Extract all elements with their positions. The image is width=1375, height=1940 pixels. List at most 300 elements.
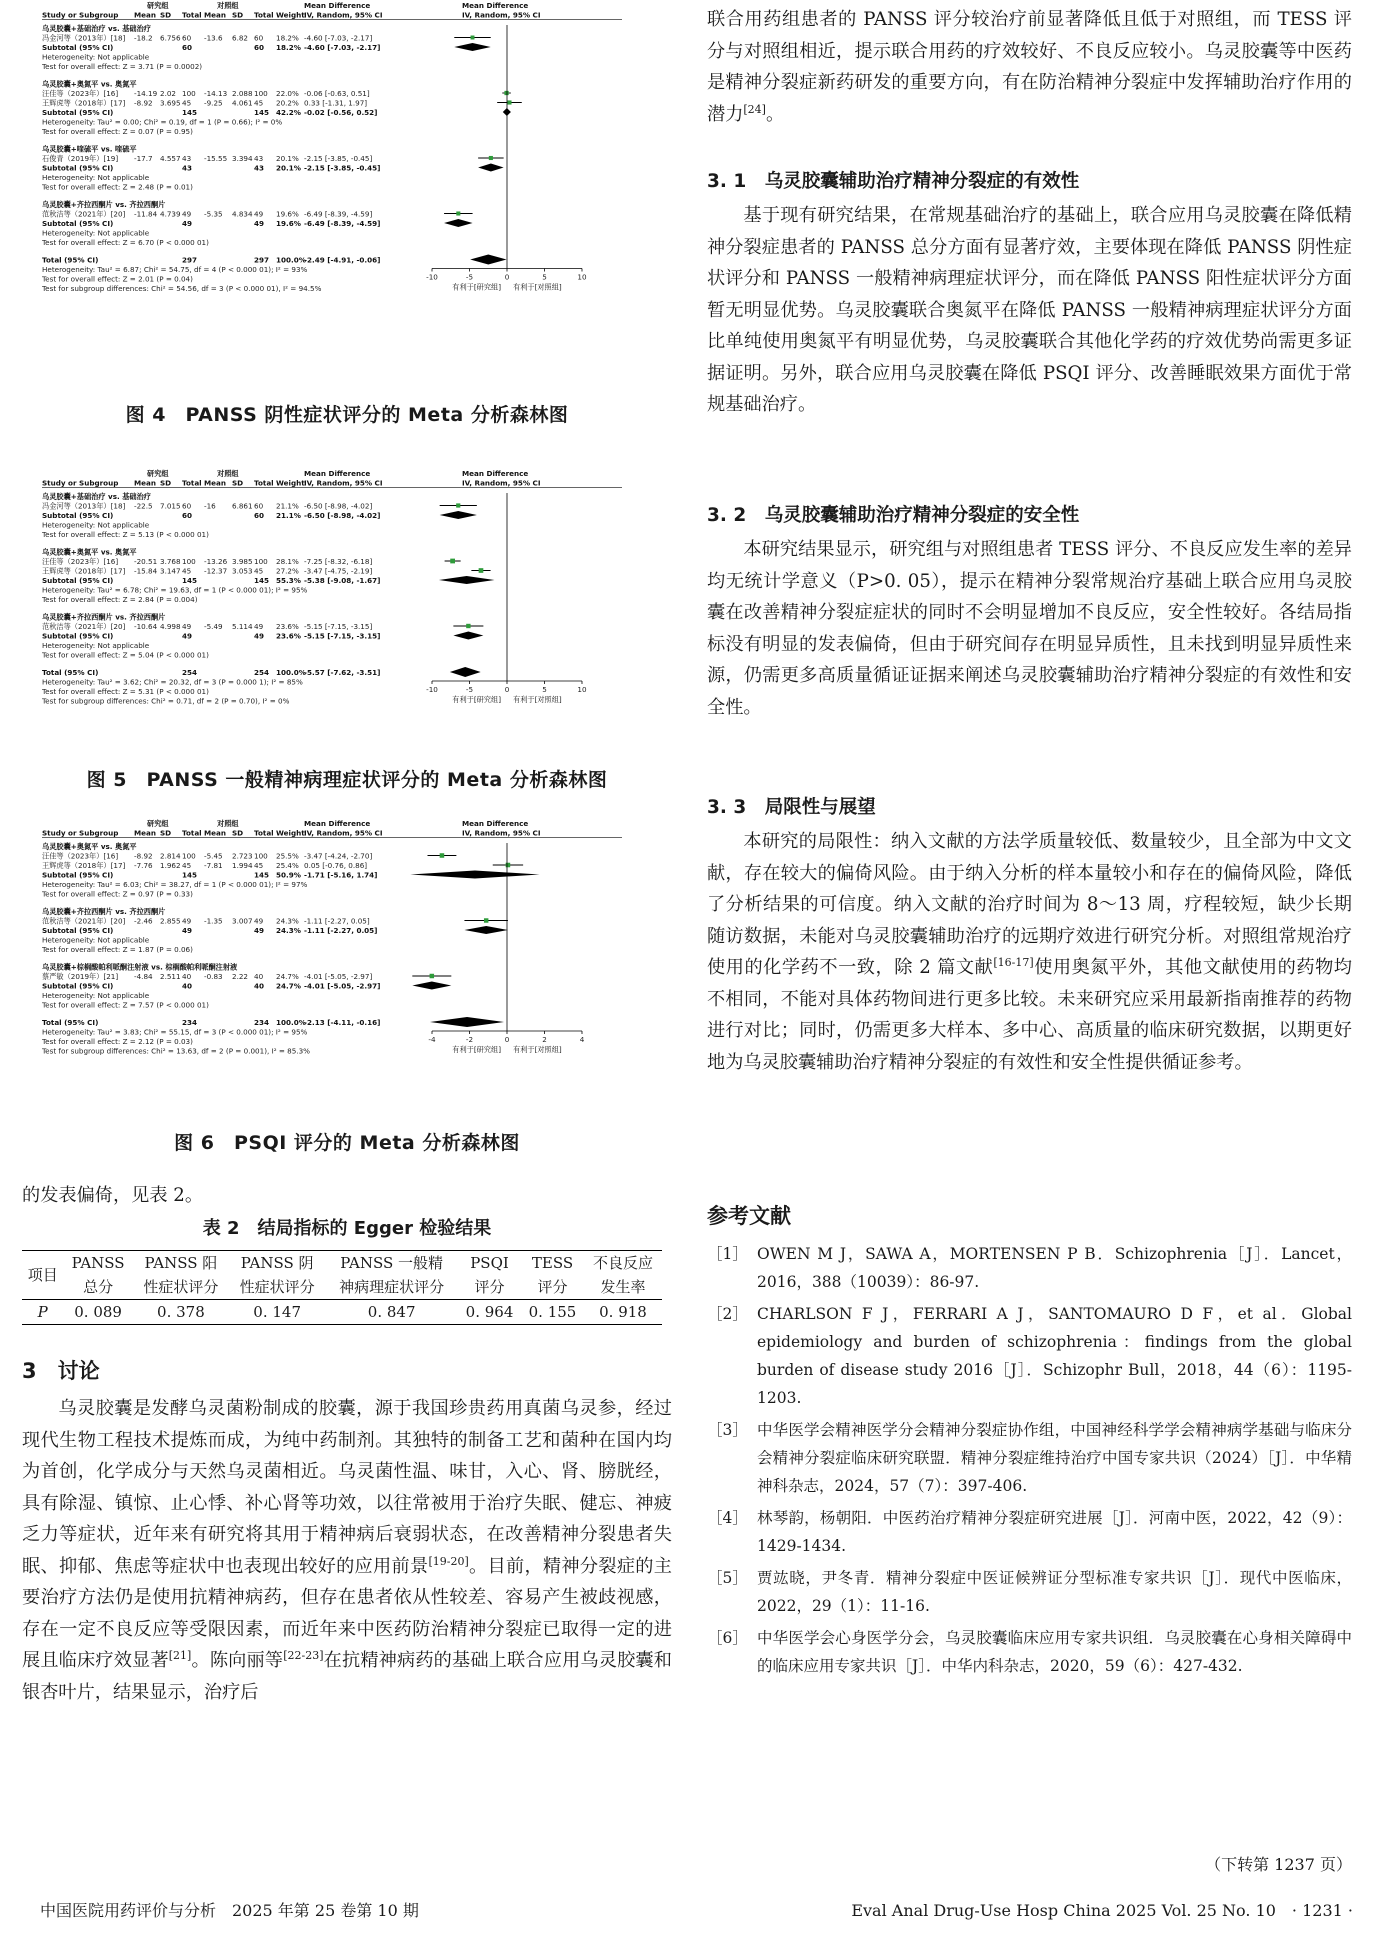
total-cell: Total (95% CI) [42,1018,99,1027]
publication-bias-text: 的发表偏倚，见表 2。 [22,1185,204,1206]
table-cell: -6.50 [-8.98, -4.02] [304,501,373,511]
reference-item [707,1564,1352,1620]
table-cell: 2.723 [232,851,253,861]
table-cell: 范秋洁等（2021年）[20] [42,622,126,631]
table-cell: 49 [254,916,264,926]
subgroup-title: 乌灵胶囊+喹硫平 vs. 喹硫平 [42,144,137,154]
figure-6-caption: 图 6 PSQI 评分的 Meta 分析森林图 [174,1132,520,1154]
table-cell: -3.47 [-4.24, -2.70] [304,851,373,861]
footnote-text: Test for overall effect: Z = 2.01 (P = 0.04) [42,274,193,284]
section-3-2-paragraph: 本研究结果显示，研究组与对照组患者 TESS 评分、不良反应发生率的差异均无统计学意义（P>0. 05），提示在精神分裂常规治疗基础上联合应用乌灵胶囊在改善精神分裂症症状的同时不会明显增加不良反应，安全性较好。各结局指标没有明显的发表偏倚，但由于研究间存在明显异质性，且未找到明显异质性来源，仍需更多高质量循证证据来阐述乌灵胶囊辅助治疗精神分裂症的有效性和安全性。 [707,539,1352,718]
table-cell: 0. 964 [458,1300,521,1325]
column-header: IV, Random, 95% CI [304,478,383,488]
table-cell: 2.511 [160,972,181,981]
subtotal-cell: Subtotal (95% CI) [42,219,114,228]
overall-effect-text: Test for overall effect: Z = 5.13 (P < 0.000 01) [42,530,209,539]
table-cell: 45 [254,566,264,576]
subtotal-cell: -4.60 [-7.03, -2.17] [304,43,381,52]
column-header: IV, Random, 95% CI [304,10,383,20]
table-cell: 冯金河等（2013年）[18] [42,33,126,43]
table-cell: 25.4% [276,861,299,870]
overall-effect-text: Test for overall effect: Z = 1.87 (P = 0.06) [42,945,193,954]
forest-plot-fig4 [42,0,652,378]
heterogeneity-text: Heterogeneity: Not applicable [42,520,150,530]
subgroup-title: 乌灵胶囊+齐拉西酮片 vs. 齐拉西酮片 [42,907,166,916]
footer-right: Eval Anal Drug-Use Hosp China 2025 Vol. 25 No. 10 · 1231 · [851,1901,1353,1920]
subtotal-cell: 19.6% [276,219,301,228]
heterogeneity-text: Heterogeneity: Tau² = 6.03; Chi² = 38.27, df = 1 (P < 0.000 01); I² = 97% [42,880,308,889]
column-header: Study or Subgroup [42,10,119,20]
table-cell: 3.147 [160,566,181,576]
total-cell: 297 [182,255,198,265]
subgroup-title: 乌灵胶囊+奥氮平 vs. 奥氮平 [42,79,137,89]
table-cell: 45 [182,861,192,870]
table-cell: 60 [254,501,264,511]
md-header: Mean Difference [304,469,371,478]
total-cell: 297 [254,255,270,265]
column-header: IV, Random, 95% CI [462,478,541,488]
favours-study: 有利于[研究组] [452,1045,501,1054]
table-cell: 23.6% [276,622,299,631]
table-cell: 汪佳等（2023年）[16] [42,89,119,98]
tick-label: -2 [465,1035,474,1044]
footnote-text: Test for overall effect: Z = 2.12 (P = 0.03) [42,1037,193,1046]
subtotal-cell: 60 [182,511,193,520]
overall-effect-text: Test for overall effect: Z = 2.84 (P = 0.004) [42,595,198,604]
subtotal-cell: 50.9% [276,870,301,880]
reference-item [707,1240,1352,1296]
footer-left: 中国医院用药评价与分析 2025 年第 25 卷第 10 期 [40,1901,419,1920]
heterogeneity-text: Heterogeneity: Tau² = 0.00; Chi² = 0.19, df = 1 (P = 0.66); I² = 0% [42,117,283,127]
table-cell: 20.2% [276,98,299,108]
favours-control: 有利于[对照组] [513,1045,562,1054]
reference-text: 中华医学会心身医学分会，乌灵胶囊临床应用专家共识组．乌灵胶囊在心身相关障碍中的临床应用专家共识［J］．中华内科杂志，2020，59（6）：427-432. [757,1629,1352,1675]
table-cell: 0. 918 [584,1300,662,1325]
subtotal-diamond [440,511,477,519]
column-header: Total [182,10,202,20]
subgroup-title: 乌灵胶囊+齐拉西酮片 vs. 齐拉西酮片 [42,200,166,209]
heterogeneity-text: Heterogeneity: Not applicable [42,991,150,1000]
total-cell: -2.13 [-4.11, -0.16] [304,1018,381,1027]
section-3-3-paragraph: 本研究的局限性：纳入文献的方法学质量较低、数量较少，且全部为中文文献，存在较大的偏倚风险。由于纳入分析的样本量较小和存在的偏倚风险，降低了分析结果的可信度。纳入文献的治疗时间为 8～13 周，疗程较短，缺少长期随访数据，未能对乌灵胶囊辅助治疗的远期疗效进行研究分析。对照组常规治疗使用的化学药不一致，除 2 篇文献[16-17]使用奥氮平外，其他文献使用的药物均不相同，不能对具体药物间进行更多比较。未来研究应采用最新指南推荐的药物进行对比；同时，仍需更多大样本、多中心、高质量的临床研究数据，以期更好地为乌灵胶囊辅助治疗精神分裂症的有效性和安全性提供循证参考。 [707,831,1352,1073]
table-cell: 6.861 [232,501,253,511]
group-label-control: 对照组 [217,1,239,10]
table-cell: 24.7% [276,972,299,981]
group-label-control: 对照组 [217,819,239,828]
table-cell: -10.64 [134,622,158,631]
favours-control: 有利于[对照组] [513,282,562,292]
subtotal-cell: 145 [254,576,270,585]
column-header: Weight [276,828,305,838]
table-cell: -7.81 [204,861,223,870]
table-cell: -11.84 [134,209,158,219]
table-cell: 7.015 [160,501,181,511]
table-cell: -4.84 [134,972,153,981]
overall-effect-text: Test for overall effect: Z = 0.97 (P = 0.33) [42,889,193,899]
group-label-experimental: 研究组 [147,819,169,828]
table-cell: 4.739 [160,209,181,219]
study-point [507,100,511,104]
subtotal-cell: 55.3% [276,576,301,585]
subtotal-diamond [454,43,490,51]
total-cell: Total (95% CI) [42,255,99,265]
table-cell: 3.985 [232,557,253,566]
table-cell: -22.5 [134,501,153,511]
table-cell: 0. 378 [133,1300,229,1325]
subgroup-title: 乌灵胶囊+棕榈酸帕利哌酮注射液 vs. 棕榈酸帕利哌酮注射液 [42,962,238,972]
subtotal-cell: 49 [182,926,193,935]
table-cell: -16 [204,501,216,511]
column-header: Total [182,828,202,838]
tick-label: -10 [426,272,438,282]
table-cell: 王辉虎等（2018年）[17] [42,566,126,576]
subtotal-cell: 60 [254,43,265,52]
citation: [19-20] [428,1554,469,1568]
table-cell: -13.26 [204,557,228,566]
table-header-cell: PANSS 阴 [229,1251,325,1276]
table-header-cell: 性症状评分 [239,1278,315,1296]
table-cell: 3.695 [160,98,181,108]
left-column [22,0,672,1890]
table-cell: -5.45 [204,851,223,861]
subtotal-cell: Subtotal (95% CI) [42,163,114,173]
table-cell: -15.55 [204,154,228,163]
tick-label: 0 [504,685,510,694]
footnote-text: Test for subgroup differences: Chi² = 0.71, df = 2 (P = 0.70), I² = 0% [42,696,290,706]
table-header-cell: PANSS 一般精 [325,1251,458,1276]
table-cell: 2.814 [160,851,181,861]
subtotal-diamond [412,982,451,990]
table-cell: 0. 847 [325,1300,458,1325]
tick-label: 4 [579,1035,585,1044]
total-cell: -2.49 [-4.91, -0.06] [304,255,381,265]
reference-number: ［6］ [707,1629,748,1647]
subtotal-cell: 145 [182,870,198,880]
tick-label: -10 [426,685,438,694]
subtotal-cell: -5.15 [-7.15, -3.15] [304,631,381,641]
subtotal-diamond [478,164,504,172]
subtotal-cell: 40 [182,981,193,991]
table-header-cell: 评分 [474,1278,505,1296]
column-header: Mean [204,10,226,20]
subtotal-diamond [464,926,508,934]
total-cell: 100.0% [276,1018,306,1027]
section-3-heading: 3 讨论 [22,1359,100,1383]
subtotal-cell: -1.11 [-2.27, 0.05] [304,926,378,935]
subtotal-cell: 20.1% [276,163,301,173]
subgroup-title: 乌灵胶囊+基础治疗 vs. 基础治疗 [42,24,151,33]
column-header: SD [232,478,244,488]
column-header: Study or Subgroup [42,478,119,488]
table-cell: -12.37 [204,566,228,576]
tick-label: -4 [428,1035,436,1044]
table-cell: -6.49 [-8.39, -4.59] [304,209,373,219]
table-cell: 3.007 [232,916,253,926]
table-cell: 49 [182,916,192,926]
tick-label: 5 [542,685,547,694]
column-header: Weight [276,478,305,488]
tick-label: 10 [577,272,587,282]
table-cell: 1.962 [160,861,181,870]
heterogeneity-text: Heterogeneity: Not applicable [42,641,150,650]
overall-effect-text: Test for overall effect: Z = 7.57 (P < 0.000 01) [42,1000,209,1010]
column-header: Mean [134,478,156,488]
table-cell: 43 [254,154,264,163]
forest-plot-fig6 [42,818,652,1108]
group-label-experimental: 研究组 [147,1,169,10]
subgroup-title: 乌灵胶囊+基础治疗 vs. 基础治疗 [42,492,151,501]
table-cell: 100 [182,89,196,98]
table-cell: 18.2% [276,33,299,43]
table-cell: 45 [254,98,264,108]
table-cell: -8.92 [134,98,153,108]
reference-text: 中华医学会精神医学分会精神分裂症协作组，中国神经科学学会精神病学基础与临床分会精神分裂症临床研究联盟．精神分裂症维持治疗中国专家共识（2024）［J］．中华精神科杂志，2024，57（7）：397-406. [757,1421,1352,1495]
table-cell: 60 [182,501,192,511]
total-cell: Total (95% CI) [42,668,99,677]
subtotal-diamond [439,576,495,584]
section-3-1-heading: 3. 1 乌灵胶囊辅助治疗精神分裂症的有效性 [707,171,1080,192]
study-point [456,211,460,215]
section-3-1-paragraph: 基于现有研究结果，在常规基础治疗的基础上，联合应用乌灵胶囊在降低精神分裂症患者的 PANSS 总分方面有显著疗效，主要体现在降低 PANSS 阴性症状评分和 PANSS 一般精神病理症状评分，而在降低 PANSS 阳性症状评分方面暂无明显优势。乌灵胶囊联合奥氮平在降低 PANSS 一般精神病理症状评分方面比单纯使用奥氮平有明显优势，乌灵胶囊联合其他化学药的疗效优势尚需更多证据证明。另外，联合应用乌灵胶囊在降低 PSQI 评分、改善睡眠效果方面优于常规基础治疗。 [707,205,1352,415]
table-cell: 40 [254,972,264,981]
table-header-cell: 神病理症状评分 [339,1278,445,1296]
table-cell: 3.053 [232,566,253,576]
citation: [21] [168,1648,192,1662]
table-cell: -1.35 [204,916,223,926]
table-cell: 0. 155 [521,1300,584,1325]
continued-note: （下转第 1237 页） [1205,1855,1352,1874]
column-header: Study or Subgroup [42,828,119,838]
table-cell: -5.15 [-7.15, -3.15] [304,622,373,631]
table-cell: P [22,1300,63,1325]
table-cell: -15.84 [134,566,158,576]
table-cell: 100 [254,89,268,98]
table-cell: 100 [254,851,268,861]
table-cell: 0. 089 [63,1300,132,1325]
table-cell: 100 [182,851,196,861]
column-header: Mean [134,828,156,838]
subtotal-cell: 49 [254,219,265,228]
footnote-text: Heterogeneity: Tau² = 3.62; Chi² = 20.32, df = 3 (P = 0.000 1); I² = 85% [42,677,303,687]
subtotal-cell: 42.2% [276,108,301,117]
egger-table [22,1250,662,1325]
table-cell: -1.11 [-2.27, 0.05] [304,916,370,926]
subtotal-cell: 40 [254,981,265,991]
total-diamond [450,667,481,677]
footnote-text: Test for subgroup differences: Chi² = 54.56, df = 3 (P < 0.000 01), I² = 94.5% [42,284,322,293]
subtotal-cell: 43 [182,163,193,173]
study-point [456,503,460,507]
table-cell: 28.1% [276,557,299,566]
table-cell: 1.994 [232,861,253,870]
tick-label: 0 [504,272,510,282]
column-header: SD [160,10,172,20]
subtotal-cell: 23.6% [276,631,301,641]
table-cell: 6.756 [160,33,181,43]
table-header-cell: 评分 [537,1278,568,1296]
overall-effect-text: Test for overall effect: Z = 6.70 (P < 0.000 01) [42,238,209,247]
table-cell: -13.6 [204,33,223,43]
table-cell: -4.01 [-5.05, -2.97] [304,972,373,981]
study-point [466,624,470,628]
table-cell: -20.51 [134,557,158,566]
table-cell: 27.2% [276,566,299,576]
md-header: Mean Difference [304,819,371,828]
table-cell: -2.15 [-3.85, -0.45] [304,154,373,163]
heterogeneity-text: Heterogeneity: Not applicable [42,52,150,62]
subgroup-title: 乌灵胶囊+奥氮平 vs. 奥氮平 [42,842,137,851]
md-header-plot: Mean Difference [462,1,529,10]
total-diamond [470,255,506,265]
study-point [489,156,493,160]
total-cell: 254 [182,668,198,677]
figure-6-forest-plot [42,818,652,1108]
subtotal-diamond [453,632,483,640]
table-2-title: 表 2 结局指标的 Egger 检验结果 [202,1218,492,1239]
subtotal-cell: 49 [254,631,265,641]
overall-effect-text: Test for overall effect: Z = 3.71 (P = 0.0002) [42,62,203,71]
total-diamond [430,1017,504,1027]
table-cell: 蔡严敏（2019年）[21] [42,972,119,981]
reference-text: 贾竑晓，尹冬青．精神分裂症中医证候辨证分型标准专家共识［J］．现代中医临床，2022，29（1）：11-16. [757,1569,1352,1615]
table-cell: -8.92 [134,851,153,861]
column-header: SD [160,478,172,488]
tick-label: -5 [465,272,474,282]
table-header-cell: TESS [521,1251,584,1276]
table-header-cell: 不良反应 [584,1251,662,1276]
reference-number: ［1］ [707,1245,748,1263]
column-header: Mean [204,828,226,838]
citation: [16-17] [993,955,1034,969]
favours-study: 有利于[研究组] [452,695,501,704]
table-cell: 2.02 [160,89,177,98]
table-cell: 40 [182,972,192,981]
subtotal-cell: -6.50 [-8.98, -4.02] [304,511,381,520]
figure-4-caption: 图 4 PANSS 阴性症状评分的 Meta 分析森林图 [125,404,569,426]
md-header-plot: Mean Difference [462,469,529,478]
table-cell: 25.5% [276,851,299,861]
section-3-2-heading: 3. 2 乌灵胶囊辅助治疗精神分裂症的安全性 [707,505,1080,526]
subtotal-cell: -5.38 [-9.08, -1.67] [304,576,381,585]
table-cell: 49 [182,622,192,631]
favours-study: 有利于[研究组] [452,282,501,292]
table-cell: 汪佳等（2023年）[16] [42,557,119,566]
column-header: IV, Random, 95% CI [462,10,541,20]
table-cell: 60 [254,33,264,43]
group-label-control: 对照组 [217,469,239,478]
table-cell: 4.834 [232,209,253,219]
subtotal-cell: 49 [182,631,193,641]
reference-list [707,1240,1352,1684]
subtotal-cell: -1.71 [-5.16, 1.74] [304,870,378,880]
citation: [24] [743,102,766,116]
subtotal-cell: Subtotal (95% CI) [42,43,114,52]
subtotal-diamond [444,219,473,227]
table-cell: 24.3% [276,916,299,926]
table-cell: 3.768 [160,557,181,566]
table-cell: -2.46 [134,916,153,926]
table-cell: 王辉虎等（2018年）[17] [42,861,126,870]
table-header-cell: 性症状评分 [143,1278,219,1296]
table-cell: 4.998 [160,622,181,631]
subtotal-cell: 145 [182,108,198,117]
forest-plot-fig5 [42,468,652,748]
continued-paragraph: 联合用药组患者的 PANSS 评分较治疗前显著降低且低于对照组，而 TESS 评分与对照组相近，提示联合用药的疗效较好、不良反应较小。乌灵胶囊等中医药是精神分裂症新药研发的重要方向，有在防治精神分裂症中发挥辅助治疗作用的潜力[24]。 [707,9,1352,125]
reference-text: 林琴韵，杨朝阳．中医药治疗精神分裂症研究进展［J］．河南中医，2022，42（9）：1429-1434. [757,1509,1352,1555]
subtotal-cell: Subtotal (95% CI) [42,981,114,991]
reference-item [707,1300,1352,1412]
total-cell: 100.0% [276,668,306,677]
subtotal-cell: 145 [254,108,270,117]
footnote-text: Test for overall effect: Z = 5.31 (P < 0.000 01) [42,687,209,696]
table-cell: 43 [182,154,192,163]
references-heading: 参考文献 [707,1204,791,1228]
footnote-text: Heterogeneity: Tau² = 3.83; Chi² = 55.15, df = 3 (P < 0.000 01); I² = 95% [42,1027,308,1037]
subtotal-cell: Subtotal (95% CI) [42,576,114,585]
table-cell: -3.47 [-4.75, -2.19] [304,566,373,576]
table-cell: 6.82 [232,33,249,43]
tick-label: 10 [577,685,587,694]
table-cell: 45 [254,861,264,870]
reference-item [707,1416,1352,1500]
total-cell: -5.57 [-7.62, -3.51] [304,668,381,677]
overall-effect-text: Test for overall effect: Z = 5.04 (P < 0.000 01) [42,650,209,660]
md-header-plot: Mean Difference [462,819,529,828]
column-header: Total [254,828,274,838]
table-cell: 范秋洁等（2021年）[20] [42,916,126,926]
total-cell: 234 [254,1018,270,1027]
table-cell: 19.6% [276,209,299,219]
table-cell: -7.25 [-8.32, -6.18] [304,557,373,566]
reference-number: ［2］ [707,1305,748,1323]
table-cell: -9.25 [204,98,223,108]
footnote-text: Heterogeneity: Tau² = 6.87; Chi² = 54.75, df = 4 (P < 0.000 01); I² = 93% [42,265,308,274]
table-header-cell: PANSS [63,1251,132,1276]
discussion-paragraph: 乌灵胶囊是发酵乌灵菌粉制成的胶囊，源于我国珍贵药用真菌乌灵参，经过现代生物工程技术提炼而成，为纯中药制剂。其独特的制备工艺和菌种在国内均为首创，化学成分与天然乌灵菌相近。乌灵菌性温、味甘，入心、肾、膀胱经，具有除湿、镇惊、止心悸、补心肾等功效，以往常被用于治疗失眠、健忘、神疲乏力等症状，近年来有研究将其用于精神病后衰弱状态，在改善精神分裂患者失眠、抑郁、焦虑等症状中也表现出较好的应用前景[19-20]。目前，精神分裂症的主要治疗方法仍是使用抗精神病药，但存在患者依从性较差、容易产生被歧视感，存在一定不良反应等受限因素，而近年来中医药防治精神分裂症已取得一定的进展且临床疗效显著[21]。陈向丽等[22-23]在抗精神病药的基础上联合应用乌灵胶囊和银杏叶片，结果显示，治疗后 [22,1398,672,1703]
overall-effect-text: Test for overall effect: Z = 2.48 (P = 0.01) [42,182,193,192]
table-header-cell: 总分 [83,1278,114,1296]
subtotal-cell: 145 [254,870,270,880]
subtotal-cell: Subtotal (95% CI) [42,870,114,880]
study-point [504,91,508,95]
heterogeneity-text: Heterogeneity: Tau² = 6.78; Chi² = 19.63, df = 1 (P < 0.000 01); I² = 95% [42,585,308,595]
column-header: Mean [134,10,156,20]
table-header-cell: PANSS 阳 [133,1251,229,1276]
tick-label: -5 [465,685,474,694]
column-header: Total [182,478,202,488]
subtotal-cell: -2.15 [-3.85, -0.45] [304,163,381,173]
tick-label: 2 [542,1035,547,1044]
table-cell: -5.35 [204,209,223,219]
table-cell: -4.60 [-7.03, -2.17] [304,33,373,43]
table-cell: 3.394 [232,154,253,163]
subtotal-cell: Subtotal (95% CI) [42,108,114,117]
subtotal-cell: 145 [182,576,198,585]
subgroup-title: 乌灵胶囊+齐拉西酮片 vs. 齐拉西酮片 [42,612,166,622]
table-cell: 22.0% [276,89,299,98]
subtotal-cell: -0.02 [-0.56, 0.52] [304,108,378,117]
table-cell: 0. 147 [229,1300,325,1325]
study-point [471,36,475,40]
study-point [450,559,455,564]
reference-number: ［4］ [707,1509,748,1527]
figure-5-caption: 图 5 PANSS 一般精神病理症状评分的 Meta 分析森林图 [86,769,608,791]
reference-text: OWEN M J，SAWA A，MORTENSEN P B．Schizophrenia［J］．Lancet，2016，388（10039）：86-97. [757,1245,1352,1291]
table-cell: 49 [182,209,192,219]
group-label-experimental: 研究组 [147,469,169,478]
citation: [22-23] [283,1648,324,1662]
table-cell: 21.1% [276,501,299,511]
